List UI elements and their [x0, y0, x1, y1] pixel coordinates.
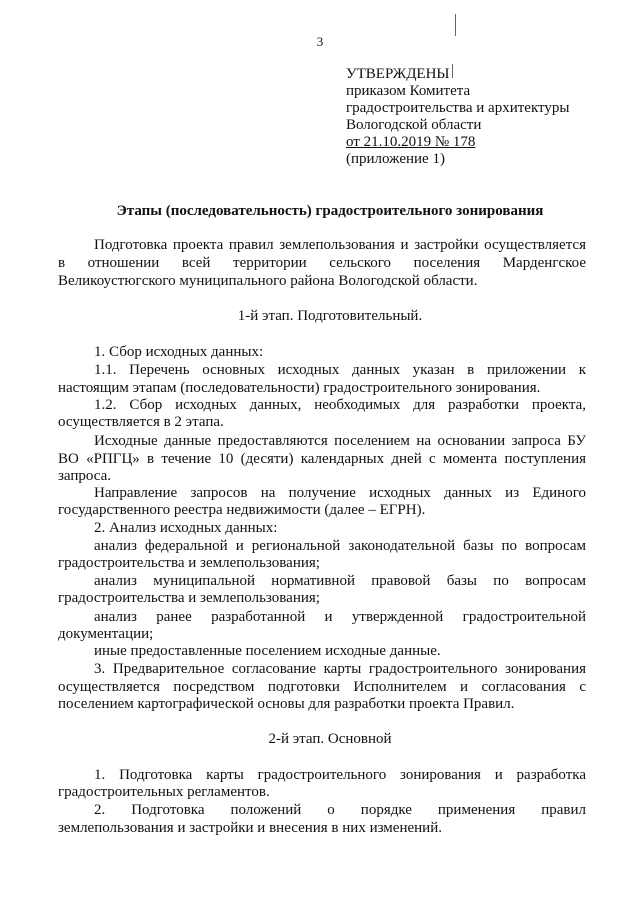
- paragraph-line: градостроительства и землепользования;: [58, 555, 320, 571]
- paragraph-line: ВО «РПГЦ» в течение 10 (десяти) календарных дней с момента поступления: [58, 451, 586, 467]
- approval-line: (приложение 1): [346, 151, 445, 167]
- paragraph-line: иные предоставленные поселением исходные данные.: [94, 643, 441, 659]
- stage-heading: 1-й этап. Подготовительный.: [237, 308, 423, 324]
- approval-heading: УТВЕРЖДЕНЫ: [346, 66, 450, 82]
- approval-stamp: [346, 66, 569, 168]
- paragraph-line: анализ муниципальной нормативной правовой базы по вопросам: [94, 573, 586, 589]
- paragraph-line: осуществляется в 2 этапа.: [58, 414, 224, 430]
- paragraph-line: 1. Подготовка карты градостроительного зонирования и разработка: [94, 767, 586, 783]
- paragraph-line: 1.2. Сбор исходных данных, необходимых для разработки проекта,: [94, 397, 586, 413]
- paragraph-line: 2. Подготовка положений о порядке применения правил: [94, 802, 586, 818]
- paragraph-line: 3. Предварительное согласование карты градостроительного зонирования: [94, 661, 586, 677]
- paragraph-line: анализ федеральной и региональной законодательной базы по вопросам: [94, 538, 586, 554]
- approval-line: градостроительства и архитектуры: [346, 100, 570, 116]
- paragraph-line: документации;: [58, 626, 154, 642]
- approval-line: приказом Комитета: [346, 83, 471, 99]
- paragraph-line: осуществляется посредством подготовки Исполнителем и согласования с: [58, 679, 586, 695]
- paragraph-line: поселением картографической основы для разработки проекта Правил.: [58, 696, 515, 712]
- paragraph-line: в отношении всей территории сельского поселения Марденгское: [58, 255, 586, 271]
- paragraph-line: 1.1. Перечень основных исходных данных указан в приложении к: [94, 362, 586, 378]
- page-number: 3: [316, 34, 324, 49]
- document-title: Этапы (последовательность) градостроительного зонирования: [116, 203, 544, 219]
- paragraph-line: градостроительных регламентов.: [58, 784, 270, 800]
- paragraph-line: анализ ранее разработанной и утвержденной градостроительной: [94, 609, 586, 625]
- paragraph-line: Великоустюгского муниципального района Вологодской области.: [58, 273, 478, 289]
- list-item: 2. Анализ исходных данных:: [94, 520, 278, 536]
- stage-heading: 2-й этап. Основной: [268, 731, 392, 747]
- paragraph-line: землепользования и застройки и внесения в них изменений.: [58, 820, 442, 836]
- approval-order-date-number: от 21.10.2019 № 178: [346, 134, 476, 150]
- paragraph-line: Исходные данные предоставляются поселением на основании запроса БУ: [94, 433, 586, 449]
- paragraph-line: градостроительства и землепользования;: [58, 590, 320, 606]
- paragraph-line: запроса.: [58, 468, 112, 484]
- paragraph-line: настоящим этапам (последовательности) градостроительного зонирования.: [58, 380, 541, 396]
- paragraph-line: государственного реестра недвижимости (далее – ЕГРН).: [58, 502, 426, 518]
- scan-artifact-line: [455, 14, 456, 36]
- paragraph-line: Направление запросов на получение исходных данных из Единого: [94, 485, 586, 501]
- paragraph-line: Подготовка проекта правил землепользования и застройки осуществляется: [94, 237, 586, 253]
- approval-line: Вологодской области: [346, 117, 482, 133]
- list-item: 1. Сбор исходных данных:: [94, 344, 264, 360]
